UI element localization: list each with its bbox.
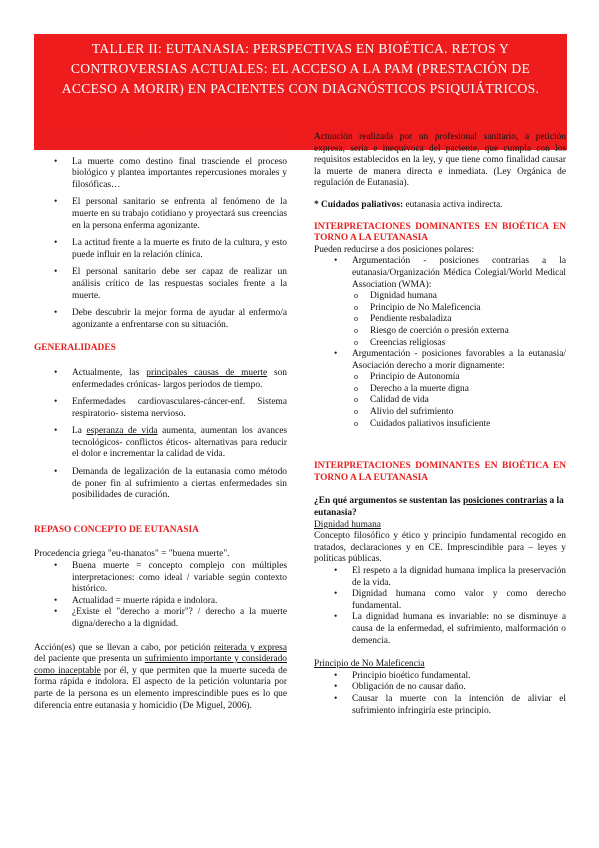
definicion-ley: Actuación realizada por un profesional sanitario, a petición expresa, seria e inequívoca del paciente, que cumpla con los requisitos establecidos en la ley, y que tiene como finalidad causar la muerte de manera directa e inmediata. (Ley Orgánica de regulación de Eutanasia). (314, 132, 566, 189)
question-heading (314, 496, 566, 519)
subheading-dignidad: Dignidad humana (314, 519, 381, 530)
section-title-interpretaciones-2: INTERPRETACIONES DOMINANTES EN BIOÉTICA EN TORNO A LA EUTANASIA (314, 461, 566, 483)
list-item: • Dignidad humana como valor y como derecho fundamental. (314, 589, 566, 612)
list-muerte (34, 157, 287, 332)
underlined-text: sufrimiento importante y considerado como inaceptable (34, 654, 287, 676)
text: Acción(es) que se llevan a cabo, por petición (34, 642, 214, 653)
text: aumenta, aumentan los avances tecnológicos- conflictos éticos- alternativas para reducir el dolor e incrementar la calidad de vida. (72, 426, 287, 460)
text: eutanasia activa indirecta. (403, 199, 503, 210)
definicion-eutanasia (34, 643, 287, 713)
sublist-item: o Principio de Autonomía (314, 372, 566, 384)
list-item: • El personal sanitario se enfrenta al fenómeno de la muerte en su trabajo cotidiano y proyectará sus creencias en la persona enferma agonizante. (34, 197, 287, 232)
list-item-contrarias (314, 256, 566, 349)
list-item: • Obligación de no causar daño. (314, 682, 566, 694)
sublist-item: o Principio de No Maleficencia (314, 303, 566, 315)
list-dignidad (314, 566, 566, 647)
list-item-favorables (314, 349, 566, 430)
text: por él, y que permiten que la muerte suceda de forma rápida e indolora. El aspecto de la petición voluntaria por parte de la persona es un elemento imprescindible pues es lo que diferencia entre eutanasia y homicidio (De Miguel, 2006). (34, 665, 288, 711)
list-item: • El respeto a la dignidad humana implica la preservación de la vida. (314, 566, 566, 589)
list-generalidades (34, 368, 287, 502)
interpretaciones-intro: Pueden reducirse a dos posiciones polares: (314, 244, 475, 255)
sublist-item: o Cuidados paliativos insuficiente (314, 419, 566, 431)
list-item: • Buena muerte = concepto complejo con múltiples interpretaciones: como ideal / variable según contexto histórico. (34, 561, 287, 596)
document-title: TALLER II: EUTANASIA: PERSPECTIVAS EN BIOÉTICA. RETOS Y CONTROVERSIAS ACTUALES: EL ACCESO A LA PAM (PRESTACIÓN DE ACCESO A MORIR) EN PACIENTES CON DIAGNÓSTICOS PSIQUIÁTRICOS. (61, 41, 540, 96)
text: a la eutanasia? (314, 496, 564, 519)
sublist-item: o Creencias religiosas (314, 338, 566, 350)
list-item: • ¿Existe el "derecho a morir"? / derecho a la muerte digna/derecho a la dignidad. (34, 607, 287, 630)
sublist-item: o Derecho a la muerte digna (314, 384, 566, 396)
bold-label: * Cuidados paliativos: (314, 199, 404, 210)
list-concepto (34, 561, 287, 631)
section-title-generalidades: GENERALIDADES (34, 343, 116, 354)
text: Argumentación - posiciones favorables a la eutanasia/ Asociación derecho a morir dignamente: (352, 349, 566, 371)
section-title-muerte: LA MUERTE COMO FENÓMENO SOCIAL Y BIOLÓGICO (34, 132, 285, 142)
underlined-text: posiciones contrarias (462, 496, 548, 507)
list-item: • La dignidad humana es invariable: no se disminuye a causa de la enfermedad, el sufrimiento, malformación o demencia. (314, 612, 566, 647)
list-item: • Demanda de legalización de la eutanasia como método de poner fin al sufrimiento a ciertas enfermedades sin posibilidades de curación. (34, 467, 287, 502)
text: Argumentación - posiciones contrarias a la eutanasia/Organización Médica Colegial/World Medical Association (WMA): (352, 256, 566, 290)
cuidados-paliativos (314, 200, 566, 212)
list-item: • Causar la muerte con la intención de aliviar el sufrimiento infringiría este principio. (314, 694, 566, 717)
sublist-item: o Calidad de vida (314, 395, 566, 407)
right-column (314, 132, 566, 717)
list-item: • El personal sanitario debe ser capaz de realizar un análisis crítico de las respuestas sociales frente a la muerte. (34, 267, 287, 302)
list-no-maleficencia (314, 671, 566, 717)
list-item: • Actualidad = muerte rápida e indolora. (34, 596, 287, 608)
text: Actualmente, las (72, 367, 147, 378)
underlined-text: reiterada y expresa (213, 642, 287, 653)
left-column (34, 132, 287, 712)
list-item: • La muerte como destino final trasciende el proceso biológico y plantea importantes repercusiones morales y filosóficas… (34, 157, 287, 192)
underlined-text: esperanza de vida (86, 426, 158, 437)
list-item: • La actitud frente a la muerte es fruto de la cultura, y esto puede influir en la relación clínica. (34, 238, 287, 261)
text: del paciente que presenta un (34, 654, 145, 665)
list-item (34, 426, 287, 461)
dignidad-text: Concepto filosófico y ético y principio fundamental recogido en tratados, declaraciones y en CE. Imprescindible para – leyes y políticas públicas. (314, 531, 566, 565)
section-title-interpretaciones: INTERPRETACIONES DOMINANTES EN BIOÉTICA EN TORNO A LA EUTANASIA (314, 221, 566, 244)
list-item: • Principio bioético fundamental. (314, 671, 566, 683)
sublist-favorables (314, 372, 566, 430)
underlined-text: principales causas de muerte (146, 367, 268, 378)
text: La (72, 426, 87, 437)
sublist-item: o Pendiente resbaladiza (314, 314, 566, 326)
list-item: • Debe descubrir la mejor forma de ayudar al enfermo/a agonizante a enfrentarse con su situación. (34, 308, 287, 331)
section-title-concepto: REPASO CONCEPTO DE EUTANASIA (34, 524, 199, 535)
concepto-intro: Procedencia griega "eu-thanatos" = "buena muerte". (34, 549, 230, 560)
list-item: • Enfermedades cardiovasculares-cáncer-enf. Sistema respiratorio- sistema nervioso. (34, 397, 287, 420)
text: ¿En qué argumentos se sustentan las (314, 496, 463, 507)
subheading-no-maleficencia: Principio de No Maleficencia (314, 659, 425, 670)
sublist-contrarias (314, 291, 566, 349)
sublist-item: o Dignidad humana (314, 291, 566, 303)
list-posiciones (314, 256, 566, 430)
sublist-item: o Alivio del sufrimiento (314, 407, 566, 419)
text: son enfermedades crónicas- largos periodos de tiempo. (72, 367, 287, 390)
list-item (34, 368, 287, 391)
sublist-item: o Riesgo de coerción o presión externa (314, 326, 566, 338)
